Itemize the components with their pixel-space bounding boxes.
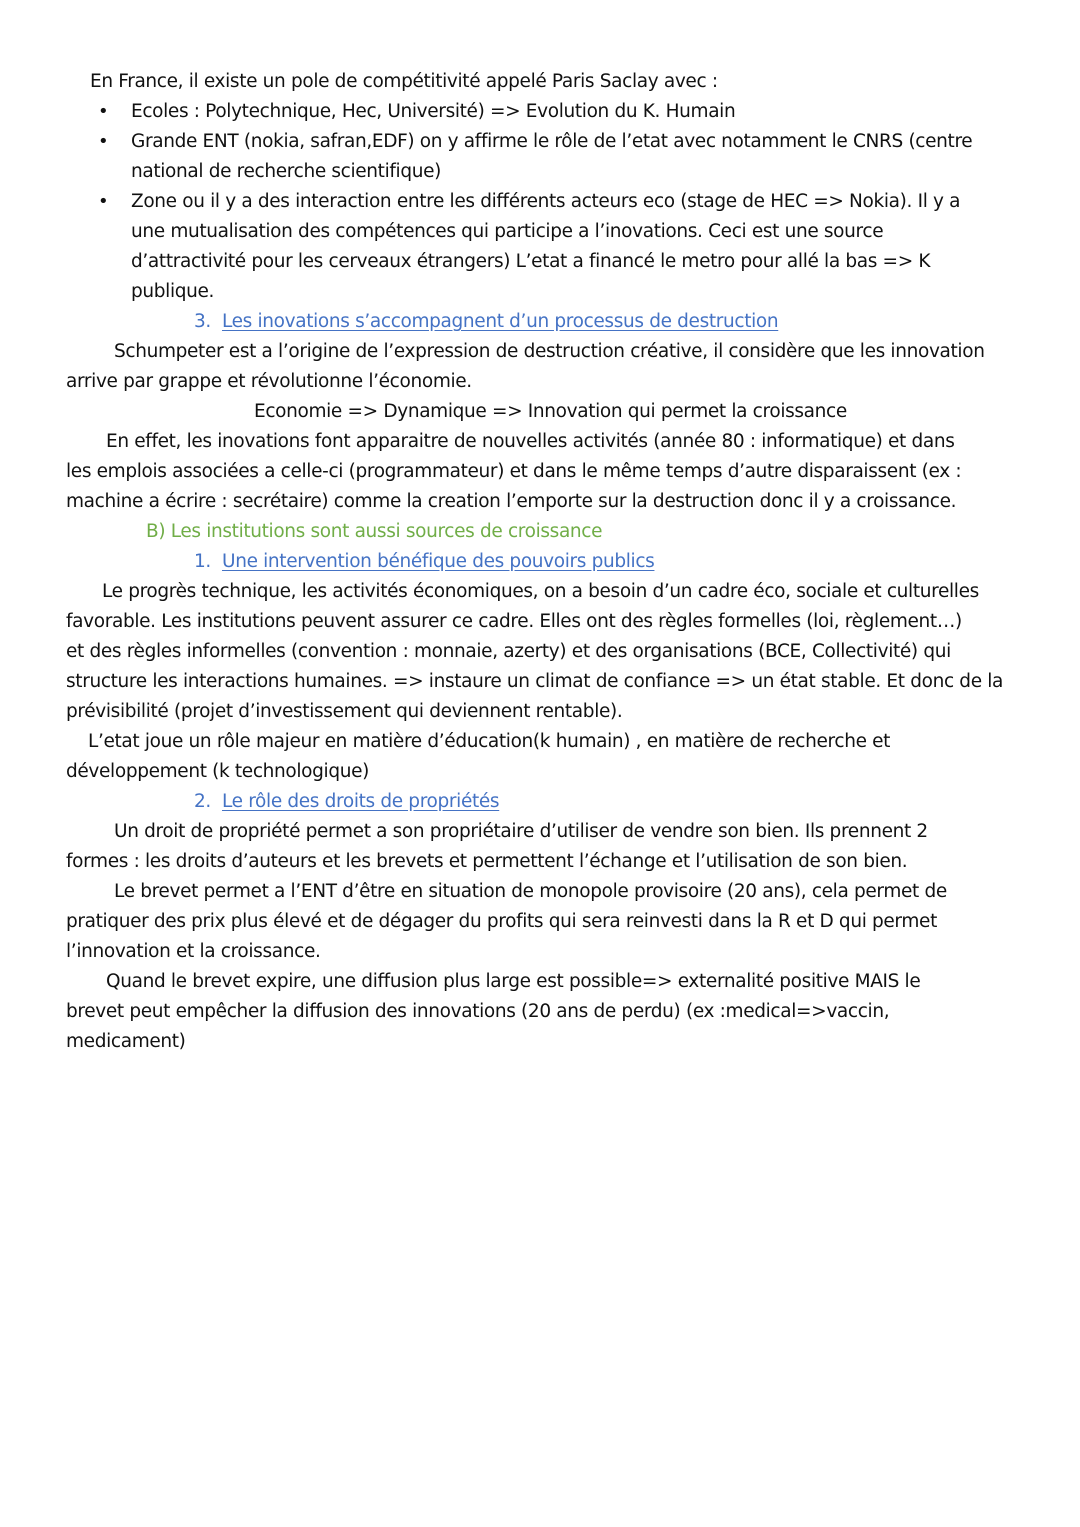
paragraph-line: prévisibilité (projet d’investissement qui deviennent rentable). xyxy=(66,701,623,722)
paragraph-line: L’etat joue un rôle majeur en matière d’éducation(k humain) , en matière de recherche et xyxy=(88,731,891,752)
section-1-heading xyxy=(194,547,654,577)
paragraph-line: Schumpeter est a l’origine de l’expression de destruction créative, il considère que les innovation xyxy=(114,341,985,362)
bullet-icon: • xyxy=(98,191,109,212)
section-3-heading xyxy=(194,307,778,337)
paragraph-line: En effet, les inovations font apparaitre de nouvelles activités (année 80 : informatique) et dans xyxy=(106,431,955,452)
section-title: Le rôle des droits de propriétés xyxy=(222,791,500,812)
paragraph-line: arrive par grappe et révolutionne l’économie. xyxy=(66,371,472,392)
bullet-item-line: une mutualisation des compétences qui participe a l’inovations. Ceci est une source xyxy=(131,221,884,242)
bullet-icon: • xyxy=(98,131,109,152)
bullet-item-line: publique. xyxy=(131,281,215,302)
intro-paragraph: En France, il existe un pole de compétitivité appelé Paris Saclay avec : xyxy=(90,71,718,92)
section-title: Une intervention bénéfique des pouvoirs publics xyxy=(222,551,655,572)
paragraph-line: pratiquer des prix plus élevé et de dégager du profits qui sera reinvesti dans la R et D qui permet xyxy=(66,911,937,932)
paragraph-line: les emplois associées a celle-ci (programmateur) et dans le même temps d’autre disparaissent (ex : xyxy=(66,461,962,482)
paragraph-line: structure les interactions humaines. => instaure un climat de confiance => un état stable. Et donc de la xyxy=(66,671,1004,692)
section-title: Les inovations s’accompagnent d’un processus de destruction xyxy=(222,311,779,332)
bullet-item-line: Ecoles : Polytechnique, Hec, Université) => Evolution du K. Humain xyxy=(131,101,736,122)
bullet-item-line: national de recherche scientifique) xyxy=(131,161,442,182)
bullet-item-line: d’attractivité pour les cerveaux étrangers) L’etat a financé le metro pour allé la bas => K xyxy=(131,251,931,272)
paragraph-line: formes : les droits d’auteurs et les brevets et permettent l’échange et l’utilisation de son bien. xyxy=(66,851,908,872)
paragraph-line: l’innovation et la croissance. xyxy=(66,941,321,962)
bullet-icon: • xyxy=(98,101,109,122)
section-number: 3. xyxy=(194,311,211,332)
paragraph-line: favorable. Les institutions peuvent assurer ce cadre. Elles ont des règles formelles (loi, règlement…) xyxy=(66,611,962,632)
paragraph-line: et des règles informelles (convention : monnaie, azerty) et des organisations (BCE, Collectivité) qui xyxy=(66,641,951,662)
paragraph-line: Le progrès technique, les activités économiques, on a besoin d’un cadre éco, sociale et culturelles xyxy=(102,581,979,602)
paragraph-line: Un droit de propriété permet a son propriétaire d’utiliser de vendre son bien. Ils prennent 2 xyxy=(114,821,928,842)
section-number: 2. xyxy=(194,791,211,812)
paragraph-line: medicament) xyxy=(66,1031,186,1052)
part-b-heading: B) Les institutions sont aussi sources de croissance xyxy=(146,521,603,542)
section-number: 1. xyxy=(194,551,211,572)
paragraph-line: machine a écrire : secrétaire) comme la creation l’emporte sur la destruction donc il y a croissance. xyxy=(66,491,957,512)
paragraph-line: brevet peut empêcher la diffusion des innovations (20 ans de perdu) (ex :medical=>vaccin, xyxy=(66,1001,890,1022)
bullet-item-line: Zone ou il y a des interaction entre les différents acteurs eco (stage de HEC => Nokia). Il y a xyxy=(131,191,961,212)
section-2-heading xyxy=(194,787,499,817)
paragraph-line: Le brevet permet a l’ENT d’être en situation de monopole provisoire (20 ans), cela permet de xyxy=(114,881,947,902)
formula-line: Economie => Dynamique => Innovation qui permet la croissance xyxy=(254,401,847,422)
paragraph-line: développement (k technologique) xyxy=(66,761,369,782)
paragraph-line: Quand le brevet expire, une diffusion plus large est possible=> externalité positive MAIS le xyxy=(106,971,921,992)
bullet-item-line: Grande ENT (nokia, safran,EDF) on y affirme le rôle de l’etat avec notamment le CNRS (centre xyxy=(131,131,973,152)
